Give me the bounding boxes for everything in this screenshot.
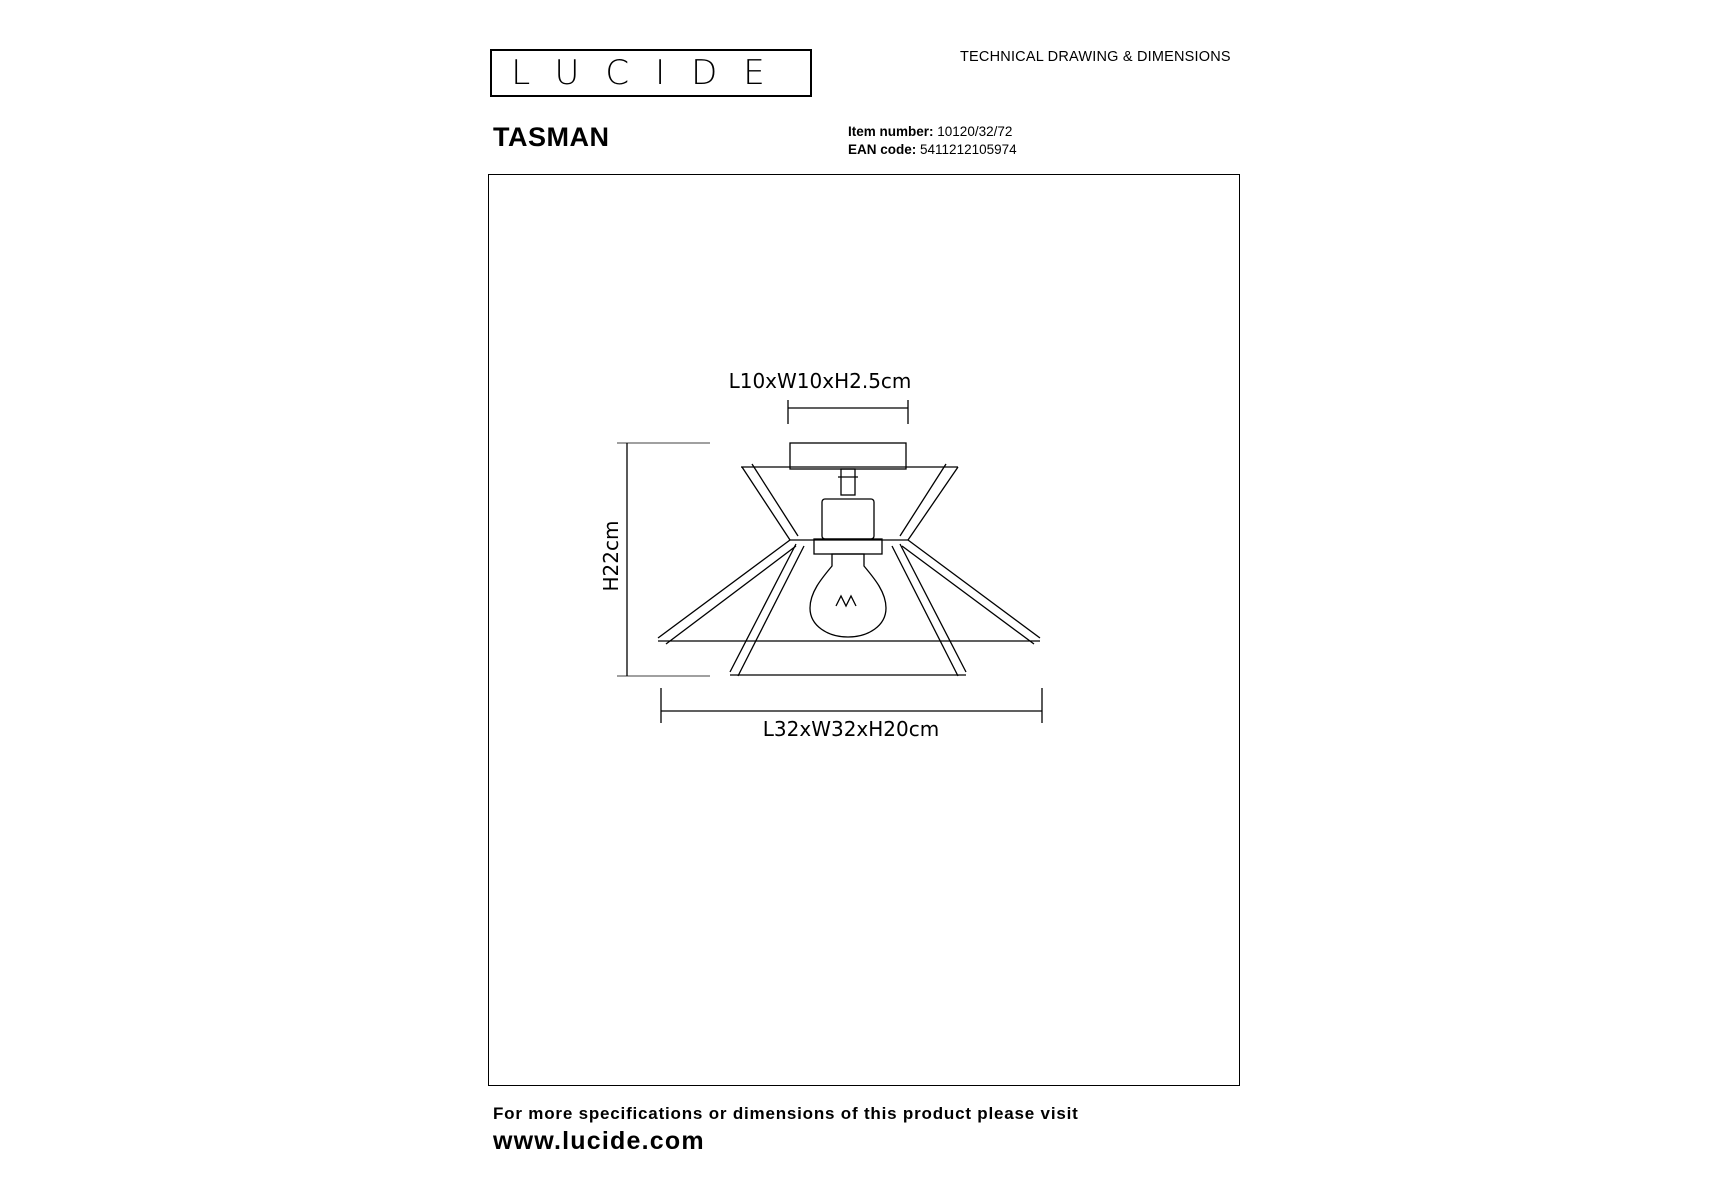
item-number-value: 10120/32/72 [937, 124, 1013, 139]
lamp-socket [822, 499, 874, 539]
ean-label: EAN code: [848, 142, 917, 157]
brand-logo-text: LUCIDE [511, 53, 791, 93]
shade-upper-rod-left [742, 467, 790, 540]
socket-ring [814, 539, 882, 554]
shade-upper-rod-right [908, 467, 958, 540]
base-dimension [729, 369, 912, 424]
shade-upper-rod-right-inner [900, 464, 946, 536]
bulb-filament [836, 596, 856, 606]
shade-dimension [661, 688, 1042, 741]
footer-note: For more specifications or dimensions of this product please visit [493, 1104, 1079, 1123]
footer-url-link[interactable]: www.lucide.com [493, 1127, 705, 1155]
lamp-illustration [658, 443, 1040, 676]
shade-lower-rod-left-outer-2 [666, 546, 796, 644]
shade-lower-rod-right-outer-2 [902, 546, 1034, 644]
ean-value: 5411212105974 [920, 142, 1017, 157]
lamp-stem [841, 469, 855, 495]
shade-inner-rod-left [730, 544, 796, 672]
height-dimension-label: H22cm [599, 520, 623, 592]
base-dimension-label: L10xW10xH2.5cm [728, 369, 912, 393]
shade-inner-rod-right-2 [892, 546, 958, 676]
shade-lower-rod-left-outer [658, 540, 790, 638]
shade-inner-rod-right [900, 544, 966, 672]
ceiling-canopy [790, 443, 906, 469]
light-bulb [810, 554, 886, 637]
document-heading: TECHNICAL DRAWING & DIMENSIONS [960, 49, 1231, 65]
shade-upper-rod-left-inner [752, 464, 798, 536]
shade-dimension-label: L32xW32xH20cm [762, 717, 940, 741]
item-number-label: Item number: [848, 124, 934, 139]
shade-lower-rod-right-outer [908, 540, 1040, 638]
product-name: TASMAN [493, 122, 610, 152]
